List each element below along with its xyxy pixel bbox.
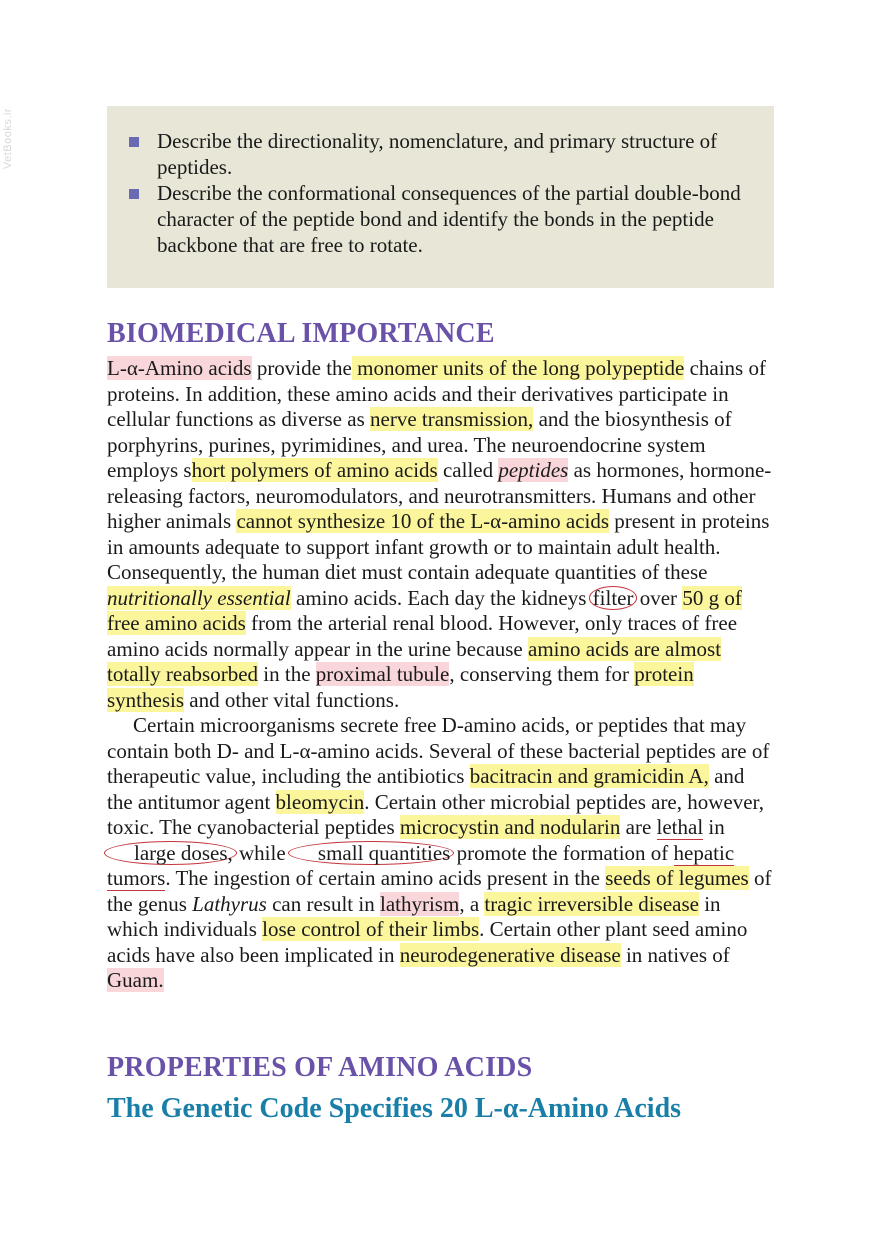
- objective-text: Describe the directionality, nomenclature, and primary structure of peptides.: [157, 129, 718, 179]
- section-heading-biomedical: BIOMEDICAL IMPORTANCE: [107, 318, 495, 349]
- highlight-yellow: microcystin and nodularin: [399, 815, 621, 839]
- highlight-pink: proximal tubule: [315, 662, 450, 686]
- objective-item: [129, 180, 754, 258]
- highlight-yellow: tragic irreversible disease: [484, 891, 699, 916]
- highlight-yellow: seeds of legumes: [605, 866, 749, 890]
- highlight-pink: L-α-Amino acids: [107, 356, 252, 380]
- highlight-yellow: nerve transmission,: [370, 407, 534, 431]
- pen-circle-annotation: filter: [589, 586, 638, 610]
- body-text: [107, 356, 773, 994]
- highlight-yellow: hort polymers of amino acids: [191, 458, 438, 482]
- highlight-yellow: bleomycin: [275, 789, 365, 814]
- highlight-yellow: monomer units of the long polypeptide: [351, 356, 685, 380]
- pen-circle-annotation: small quantities: [288, 841, 454, 865]
- section-heading-properties: PROPERTIES OF AMINO ACIDS: [107, 1052, 533, 1083]
- pen-underline-annotation: hepatic tumors: [107, 840, 735, 890]
- objectives-box: [107, 106, 774, 288]
- square-bullet-icon: [129, 137, 139, 147]
- paragraph-2: Certain microorganisms secrete free D-amino acids, or peptides that may contain both D- and L-α-amino acids. Several of these bacterial peptides are of therapeutic value, including the antibiotics bacitracin and gramicidin A, and the antitumor agent bleomycin. Certain other microbial peptides are, however, toxic. The cyanobacterial peptides microcystin and nodularin are lethal in large doses, while small quantities promote the formation of hepatic tumors. The ingestion of certain amino acids present in the seeds of legumes of the genus Lathyrus can result in lathyrism, a tragic irreversible disease in which individuals lose control of their limbs. Certain other plant seed amino acids have also been implicated in neurodegenerative disease in natives of Guam.: [107, 713, 773, 994]
- square-bullet-icon: [129, 189, 139, 199]
- highlight-yellow: cannot synthesize 10 of the L-α-amino acids: [236, 509, 610, 533]
- watermark: VetBooks.ir: [2, 108, 14, 170]
- objective-item: [129, 128, 754, 180]
- highlight-pink: lathyrism: [379, 891, 460, 916]
- subsection-heading-genetic-code: The Genetic Code Specifies 20 L-α-Amino Acids: [107, 1093, 682, 1124]
- genus-name: Lathyrus: [192, 891, 267, 916]
- highlight-yellow: protein synthesis: [107, 662, 694, 712]
- highlight-pink: peptides: [498, 458, 569, 482]
- pen-underline-annotation: lethal: [656, 815, 704, 839]
- objectives-list: [129, 128, 754, 258]
- highlight-yellow: lose control of their limbs: [262, 917, 480, 941]
- highlight-yellow: amino acids are almost totally reabsorbed: [107, 636, 722, 686]
- pen-circle-annotation: large doses,: [104, 841, 237, 865]
- highlight-yellow: bacitracin and gramicidin A,: [469, 764, 709, 788]
- objective-text: Describe the conformational consequences of the partial double-bond character of the peptide bond and identify the bonds in the peptide backbone that are free to rotate.: [157, 181, 741, 257]
- highlight-yellow: 50 g of free amino acids: [107, 585, 742, 635]
- highlight-yellow: nutritionally essential: [107, 585, 291, 610]
- paragraph-1: L-α-Amino acids provide the monomer units of the long polypeptide chains of proteins. In addition, these amino acids and their derivatives participate in cellular functions as diverse as nerve transmission, and the biosynthesis of porphyrins, purines, pyrimidines, and urea. The neuroendocrine system employs short polymers of amino acids called peptides as hormones, hormone-releasing factors, neuromodulators, and neurotransmitters. Humans and other higher animals cannot synthesize 10 of the L-α-amino acids present in proteins in amounts adequate to support infant growth or to maintain adult health. Consequently, the human diet must contain adequate quantities of these nutritionally essential amino acids. Each day the kidneys filter over 50 g of free amino acids from the arterial renal blood. However, only traces of free amino acids normally appear in the urine because amino acids are almost totally reabsorbed in the proximal tubule, conserving them for protein synthesis and other vital functions.: [107, 356, 772, 712]
- highlight-pink: Guam.: [107, 968, 164, 992]
- highlight-yellow: neurodegenerative disease: [399, 942, 621, 967]
